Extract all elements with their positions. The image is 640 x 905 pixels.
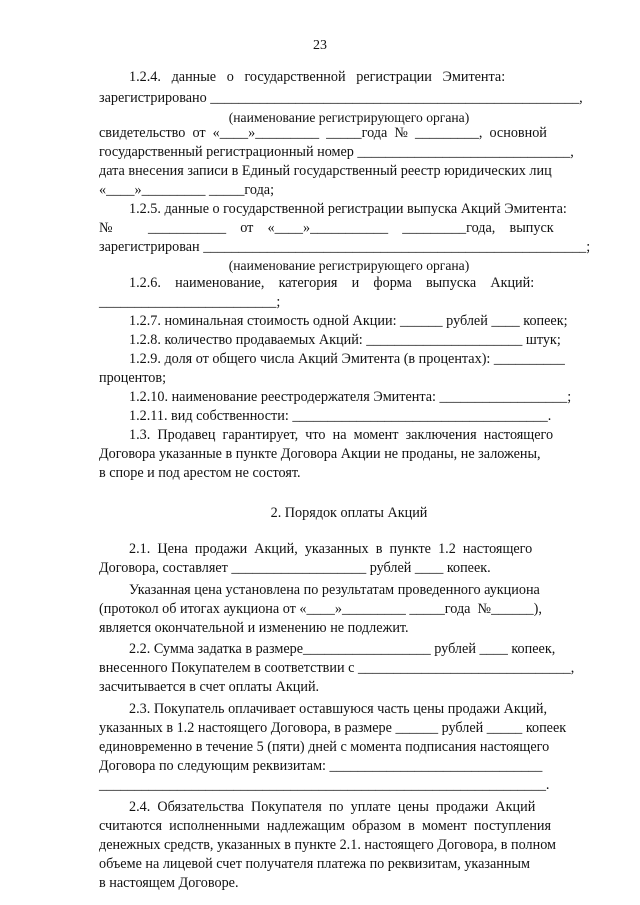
clause-1-2-5: 1.2.5. данные о государственной регистрации выпуска Акций Эмитента:	[129, 201, 567, 217]
page-number: 23	[313, 38, 327, 53]
clause-1-2-4: 1.2.4. данные о государственной регистрации Эмитента:	[129, 69, 506, 85]
clause-1-2-8: 1.2.8. количество продаваемых Акций: ______________________ штук;	[129, 332, 561, 348]
text-line: _________________________;	[99, 294, 281, 310]
text-line: указанных в 1.2 настоящего Договора, в размере ______ рублей _____ копеек	[99, 720, 567, 736]
text-line: денежных средств, указанных в пункте 2.1. настоящего Договора, в полном	[99, 837, 557, 853]
text-line: объеме на лицевой счет получателя платежа по реквизитам, указанным	[99, 856, 530, 872]
text-line: свидетельство от «____»_________ _____года № _________, основной	[99, 125, 547, 141]
clause-2-2: 2.2. Сумма задатка в размере__________________ рублей ____ копеек,	[129, 641, 556, 657]
text-line: (протокол об итогах аукциона от «____»_________ _____года №______),	[99, 601, 542, 617]
text-line: дата внесения записи в Единый государственный реестр юридических лиц	[99, 163, 552, 179]
text-line: _______________________________________________________________.	[99, 777, 550, 793]
clause-1-2-9: 1.2.9. доля от общего числа Акций Эмитента (в процентах): __________	[129, 351, 565, 367]
text-line: Договора указанные в пункте Договора Акции не проданы, не заложены,	[99, 446, 541, 462]
clause-2-1: 2.1. Цена продажи Акций, указанных в пункте 1.2 настоящего	[129, 541, 533, 557]
clause-1-2-6: 1.2.6. наименование, категория и форма выпуска Акций:	[129, 275, 535, 291]
clause-1-3: 1.3. Продавец гарантирует, что на момент заключения настоящего	[129, 427, 554, 443]
text-line: государственный регистрационный номер ______________________________,	[99, 144, 574, 160]
paragraph-start: Указанная цена установлена по результатам проведенного аукциона	[129, 582, 540, 598]
clause-2-4: 2.4. Обязательства Покупателя по уплате цены продажи Акций	[129, 799, 536, 815]
text-line: внесенного Покупателем в соответствии с ______________________________,	[99, 660, 575, 676]
field-caption: (наименование регистрирующего органа)	[228, 258, 470, 273]
text-line: Договора, составляет ___________________ рублей ____ копеек.	[99, 560, 491, 576]
field-caption: (наименование регистрирующего органа)	[228, 110, 470, 125]
text-line: засчитывается в счет оплаты Акций.	[99, 679, 320, 695]
text-line: является окончательной и изменению не подлежит.	[99, 620, 409, 636]
clause-1-2-10: 1.2.10. наименование реестродержателя Эмитента: __________________;	[129, 389, 572, 405]
text-line: считаются исполненными надлежащим образом в момент поступления	[99, 818, 552, 834]
text-line: «____»_________ _____года;	[99, 182, 275, 198]
text-line: № ___________ от «____»___________ _________года, выпуск	[99, 220, 554, 236]
clause-1-2-11: 1.2.11. вид собственности: ____________________________________.	[129, 408, 552, 424]
text-line: зарегистрирован ______________________________________________________;	[99, 239, 591, 255]
clause-2-3: 2.3. Покупатель оплачивает оставшуюся часть цены продажи Акций,	[129, 701, 548, 717]
clause-1-2-7: 1.2.7. номинальная стоимость одной Акции: ______ рублей ____ копеек;	[129, 313, 568, 329]
section-heading: 2. Порядок оплаты Акций	[270, 505, 428, 521]
text-line: в споре и под арестом не состоят.	[99, 465, 301, 481]
text-line: в настоящем Договоре.	[99, 875, 239, 891]
text-line: зарегистрировано ____________________________________________________,	[99, 90, 583, 106]
text-line: единовременно в течение 5 (пяти) дней с момента подписания настоящего	[99, 739, 550, 755]
text-line: Договора по следующим реквизитам: ______________________________	[99, 758, 543, 774]
text-line: процентов;	[99, 370, 167, 386]
